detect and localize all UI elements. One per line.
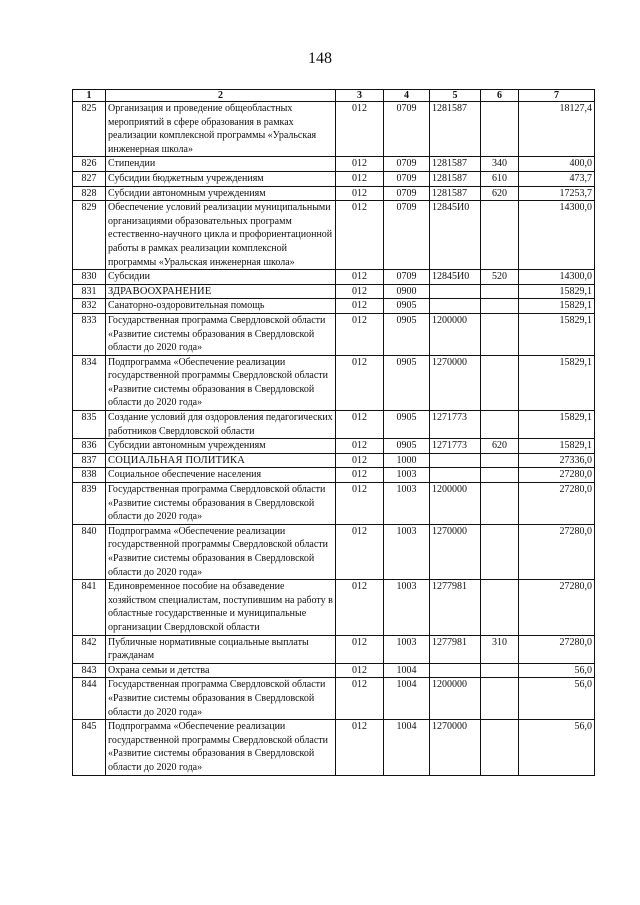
row-amount: 17253,7 bbox=[519, 186, 595, 201]
row-number: 829 bbox=[73, 201, 106, 270]
ministry-code: 012 bbox=[336, 468, 384, 483]
row-name: ЗДРАВООХРАНЕНИЕ bbox=[106, 284, 336, 299]
table-header-row bbox=[73, 90, 595, 102]
column-header: 3 bbox=[336, 90, 384, 102]
row-amount: 56,0 bbox=[519, 720, 595, 775]
row-name: Обеспечение условий реализации муниципальными организациями образовательных программ естественно-научного цикла и профориентационной работы в рамках реализации комплексной программы «Уральская инженерная школа» bbox=[106, 201, 336, 270]
row-amount: 27280,0 bbox=[519, 483, 595, 525]
row-number: 828 bbox=[73, 186, 106, 201]
expense-type-code bbox=[481, 284, 519, 299]
row-amount: 15829,1 bbox=[519, 299, 595, 314]
row-number: 838 bbox=[73, 468, 106, 483]
row-number: 830 bbox=[73, 270, 106, 285]
target-code: 1271773 bbox=[430, 439, 481, 454]
target-code: 12845И0 bbox=[430, 201, 481, 270]
ministry-code: 012 bbox=[336, 720, 384, 775]
ministry-code: 012 bbox=[336, 355, 384, 410]
column-header: 4 bbox=[384, 90, 430, 102]
expense-type-code bbox=[481, 453, 519, 468]
row-number: 837 bbox=[73, 453, 106, 468]
target-code: 1277981 bbox=[430, 580, 481, 635]
section-code: 0709 bbox=[384, 157, 430, 172]
table-row bbox=[73, 720, 595, 775]
target-code bbox=[430, 663, 481, 678]
table-row bbox=[73, 171, 595, 186]
ministry-code: 012 bbox=[336, 270, 384, 285]
target-code: 1271773 bbox=[430, 411, 481, 439]
target-code bbox=[430, 468, 481, 483]
table-row bbox=[73, 284, 595, 299]
target-code: 12845И0 bbox=[430, 270, 481, 285]
row-amount: 27280,0 bbox=[519, 580, 595, 635]
row-name: Субсидии автономным учреждениям bbox=[106, 186, 336, 201]
expense-type-code bbox=[481, 580, 519, 635]
table-row bbox=[73, 186, 595, 201]
row-amount: 15829,1 bbox=[519, 411, 595, 439]
table-row bbox=[73, 355, 595, 410]
target-code: 1277981 bbox=[430, 635, 481, 663]
table-row bbox=[73, 411, 595, 439]
target-code: 1281587 bbox=[430, 157, 481, 172]
section-code: 1003 bbox=[384, 468, 430, 483]
expense-type-code bbox=[481, 663, 519, 678]
section-code: 1003 bbox=[384, 524, 430, 579]
ministry-code: 012 bbox=[336, 663, 384, 678]
budget-table bbox=[72, 89, 595, 776]
row-number: 833 bbox=[73, 313, 106, 355]
ministry-code: 012 bbox=[336, 678, 384, 720]
section-code: 0709 bbox=[384, 186, 430, 201]
table-row bbox=[73, 663, 595, 678]
ministry-code: 012 bbox=[336, 453, 384, 468]
row-name: Подпрограмма «Обеспечение реализации государственной программы Свердловской области «Развитие системы образования в Свердловской области до 2020 года» bbox=[106, 355, 336, 410]
row-name: Субсидии бюджетным учреждениям bbox=[106, 171, 336, 186]
table-row bbox=[73, 313, 595, 355]
section-code: 0905 bbox=[384, 439, 430, 454]
row-number: 840 bbox=[73, 524, 106, 579]
table-row bbox=[73, 483, 595, 525]
expense-type-code bbox=[481, 355, 519, 410]
table-row bbox=[73, 201, 595, 270]
row-name: Публичные нормативные социальные выплаты гражданам bbox=[106, 635, 336, 663]
ministry-code: 012 bbox=[336, 102, 384, 157]
row-number: 827 bbox=[73, 171, 106, 186]
ministry-code: 012 bbox=[336, 299, 384, 314]
row-amount: 400,0 bbox=[519, 157, 595, 172]
section-code: 0709 bbox=[384, 102, 430, 157]
ministry-code: 012 bbox=[336, 580, 384, 635]
expense-type-code: 520 bbox=[481, 270, 519, 285]
target-code: 1281587 bbox=[430, 186, 481, 201]
section-code: 1003 bbox=[384, 483, 430, 525]
ministry-code: 012 bbox=[336, 171, 384, 186]
ministry-code: 012 bbox=[336, 201, 384, 270]
ministry-code: 012 bbox=[336, 284, 384, 299]
row-name: Государственная программа Свердловской области «Развитие системы образования в Свердловской области до 2020 года» bbox=[106, 313, 336, 355]
ministry-code: 012 bbox=[336, 157, 384, 172]
row-name: Субсидии bbox=[106, 270, 336, 285]
expense-type-code: 620 bbox=[481, 439, 519, 454]
target-code: 1200000 bbox=[430, 313, 481, 355]
section-code: 1003 bbox=[384, 635, 430, 663]
row-number: 845 bbox=[73, 720, 106, 775]
row-number: 832 bbox=[73, 299, 106, 314]
target-code: 1270000 bbox=[430, 720, 481, 775]
ministry-code: 012 bbox=[336, 483, 384, 525]
row-amount: 15829,1 bbox=[519, 284, 595, 299]
row-amount: 15829,1 bbox=[519, 313, 595, 355]
table-row bbox=[73, 468, 595, 483]
target-code: 1281587 bbox=[430, 102, 481, 157]
expense-type-code bbox=[481, 678, 519, 720]
row-number: 843 bbox=[73, 663, 106, 678]
row-name: Субсидии автономным учреждениям bbox=[106, 439, 336, 454]
ministry-code: 012 bbox=[336, 439, 384, 454]
row-amount: 27280,0 bbox=[519, 468, 595, 483]
target-code: 1270000 bbox=[430, 524, 481, 579]
section-code: 0900 bbox=[384, 284, 430, 299]
expense-type-code bbox=[481, 468, 519, 483]
page-number: 148 bbox=[308, 50, 332, 67]
ministry-code: 012 bbox=[336, 186, 384, 201]
target-code bbox=[430, 453, 481, 468]
table-row bbox=[73, 580, 595, 635]
row-name: Создание условий для оздоровления педагогических работников Свердловской области bbox=[106, 411, 336, 439]
row-name: Санаторно-оздоровительная помощь bbox=[106, 299, 336, 314]
row-amount: 27280,0 bbox=[519, 524, 595, 579]
target-code: 1281587 bbox=[430, 171, 481, 186]
table-body bbox=[73, 102, 595, 776]
section-code: 0709 bbox=[384, 201, 430, 270]
section-code: 0905 bbox=[384, 313, 430, 355]
row-name: Подпрограмма «Обеспечение реализации государственной программы Свердловской области «Развитие системы образования в Свердловской области до 2020 года» bbox=[106, 720, 336, 775]
row-amount: 14300,0 bbox=[519, 270, 595, 285]
target-code bbox=[430, 299, 481, 314]
ministry-code: 012 bbox=[336, 313, 384, 355]
section-code: 1000 bbox=[384, 453, 430, 468]
row-amount: 27280,0 bbox=[519, 635, 595, 663]
expense-type-code bbox=[481, 102, 519, 157]
column-header: 1 bbox=[73, 90, 106, 102]
table-row bbox=[73, 157, 595, 172]
row-name: Подпрограмма «Обеспечение реализации государственной программы Свердловской области «Развитие системы образования в Свердловской области до 2020 года» bbox=[106, 524, 336, 579]
expense-type-code bbox=[481, 201, 519, 270]
target-code bbox=[430, 284, 481, 299]
table-row bbox=[73, 439, 595, 454]
row-number: 839 bbox=[73, 483, 106, 525]
table-row bbox=[73, 678, 595, 720]
expense-type-code: 620 bbox=[481, 186, 519, 201]
row-number: 844 bbox=[73, 678, 106, 720]
section-code: 0905 bbox=[384, 299, 430, 314]
section-code: 1004 bbox=[384, 678, 430, 720]
table-row bbox=[73, 270, 595, 285]
section-code: 1004 bbox=[384, 720, 430, 775]
row-name: Организация и проведение общеобластных мероприятий в сфере образования в рамках реализации комплексной программы «Уральская инженерная школа» bbox=[106, 102, 336, 157]
expense-type-code bbox=[481, 299, 519, 314]
row-number: 831 bbox=[73, 284, 106, 299]
row-name: Стипендии bbox=[106, 157, 336, 172]
ministry-code: 012 bbox=[336, 635, 384, 663]
target-code: 1200000 bbox=[430, 678, 481, 720]
expense-type-code bbox=[481, 720, 519, 775]
column-header: 5 bbox=[430, 90, 481, 102]
row-amount: 473,7 bbox=[519, 171, 595, 186]
row-name: СОЦИАЛЬНАЯ ПОЛИТИКА bbox=[106, 453, 336, 468]
row-name: Социальное обеспечение населения bbox=[106, 468, 336, 483]
section-code: 0709 bbox=[384, 270, 430, 285]
row-amount: 18127,4 bbox=[519, 102, 595, 157]
section-code: 0709 bbox=[384, 171, 430, 186]
row-name: Единовременное пособие на обзаведение хозяйством специалистам, поступившим на работу в областные государственные и муниципальные организации Свердловской области bbox=[106, 580, 336, 635]
row-amount: 56,0 bbox=[519, 678, 595, 720]
section-code: 1004 bbox=[384, 663, 430, 678]
ministry-code: 012 bbox=[336, 524, 384, 579]
table-row bbox=[73, 102, 595, 157]
expense-type-code: 610 bbox=[481, 171, 519, 186]
target-code: 1200000 bbox=[430, 483, 481, 525]
expense-type-code: 310 bbox=[481, 635, 519, 663]
section-code: 1003 bbox=[384, 580, 430, 635]
table-row bbox=[73, 635, 595, 663]
expense-type-code bbox=[481, 411, 519, 439]
ministry-code: 012 bbox=[336, 411, 384, 439]
row-amount: 15829,1 bbox=[519, 355, 595, 410]
row-number: 834 bbox=[73, 355, 106, 410]
section-code: 0905 bbox=[384, 355, 430, 410]
expense-type-code bbox=[481, 483, 519, 525]
row-name: Государственная программа Свердловской области «Развитие системы образования в Свердловской области до 2020 года» bbox=[106, 678, 336, 720]
table-row bbox=[73, 453, 595, 468]
row-number: 826 bbox=[73, 157, 106, 172]
row-name: Охрана семьи и детства bbox=[106, 663, 336, 678]
row-number: 842 bbox=[73, 635, 106, 663]
column-header: 2 bbox=[106, 90, 336, 102]
target-code: 1270000 bbox=[430, 355, 481, 410]
row-name: Государственная программа Свердловской области «Развитие системы образования в Свердловской области до 2020 года» bbox=[106, 483, 336, 525]
table-row bbox=[73, 299, 595, 314]
row-number: 825 bbox=[73, 102, 106, 157]
row-number: 841 bbox=[73, 580, 106, 635]
column-header: 6 bbox=[481, 90, 519, 102]
section-code: 0905 bbox=[384, 411, 430, 439]
expense-type-code: 340 bbox=[481, 157, 519, 172]
row-amount: 14300,0 bbox=[519, 201, 595, 270]
row-amount: 27336,0 bbox=[519, 453, 595, 468]
row-amount: 56,0 bbox=[519, 663, 595, 678]
table-row bbox=[73, 524, 595, 579]
row-amount: 15829,1 bbox=[519, 439, 595, 454]
row-number: 836 bbox=[73, 439, 106, 454]
row-number: 835 bbox=[73, 411, 106, 439]
column-header: 7 bbox=[519, 90, 595, 102]
expense-type-code bbox=[481, 524, 519, 579]
expense-type-code bbox=[481, 313, 519, 355]
